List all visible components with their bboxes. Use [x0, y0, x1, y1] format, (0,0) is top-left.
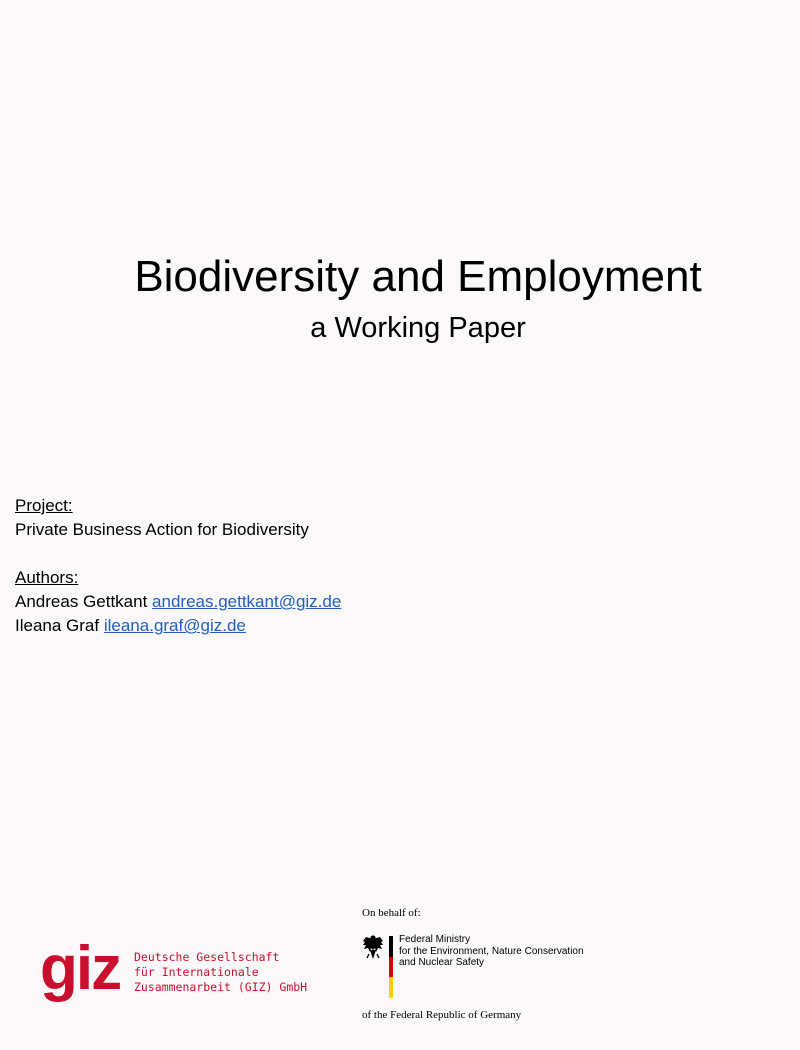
giz-logo [40, 934, 308, 1012]
title-block [0, 250, 800, 346]
document-subtitle: a Working Paper [310, 312, 526, 344]
project-name: Private Business Action for Biodiversity [15, 520, 309, 539]
document-info [15, 494, 341, 638]
author-row [15, 614, 341, 638]
giz-wordmark: giz [40, 934, 121, 1003]
federal-eagle-icon [362, 934, 384, 960]
republic-label: of the Federal Republic of Germany [362, 1009, 522, 1021]
on-behalf-label: On behalf of: [362, 907, 421, 919]
giz-line: Deutsche Gesellschaft [134, 950, 280, 964]
giz-line: für Internationale [134, 965, 259, 979]
ministry-line: for the Environment, Nature Conservation [399, 945, 584, 957]
author-row [15, 590, 341, 614]
author-name: Ileana Graf [15, 616, 100, 635]
bmu-logo [362, 906, 602, 1026]
ministry-name [399, 934, 584, 969]
author-email-link[interactable]: ileana.graf@giz.de [103, 616, 246, 635]
ministry-line: Federal Ministry [399, 934, 471, 945]
giz-full-name [134, 950, 307, 995]
ministry-line: and Nuclear Safety [399, 957, 485, 968]
author-name: Andreas Gettkant [15, 592, 148, 611]
authors-label: Authors: [15, 568, 79, 587]
german-flag-bar [389, 936, 393, 998]
author-email-link[interactable]: andreas.gettkant@giz.de [152, 592, 342, 611]
document-title: Biodiversity and Employment [134, 252, 702, 301]
giz-line: Zusammenarbeit (GIZ) GmbH [134, 980, 308, 994]
project-label: Project: [15, 496, 73, 515]
